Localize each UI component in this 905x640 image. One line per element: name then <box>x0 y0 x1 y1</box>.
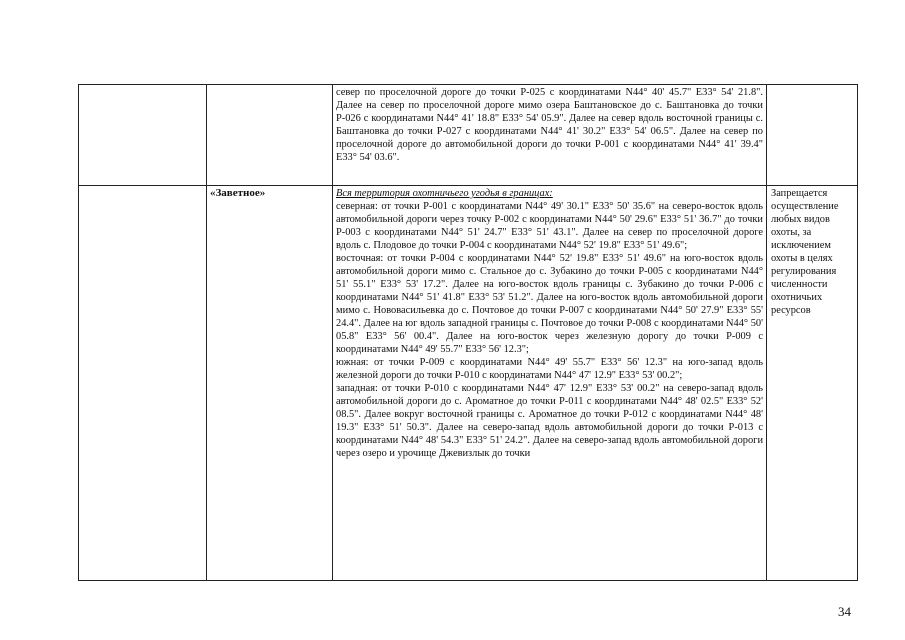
restriction-cell <box>767 186 858 581</box>
boundary-description-cell <box>333 85 767 186</box>
hunting-ground-name: «Заветное» <box>210 187 266 199</box>
boundary-description-cell <box>333 186 767 581</box>
table-cell <box>207 85 333 186</box>
boundary-block <box>333 186 766 460</box>
table-row <box>79 186 858 581</box>
boundary-text: север по проселочной дороге до точки Р-025 с координатами N44° 40' 45.7" E33° 54' 21.8". Далее на север по проселочной дороге мимо озера Баштановское до с. Баштановка до точки Р-026 с координатами N44° 41' 18.8" E33° 54' 05.9". Далее на север вдоль восточной границы с. Баштановка до точки Р-027 с координатами N44° 41' 30.2" E33° 54' 06.5". Далее на север по проселочной дороге до автомобильной дороги до точки Р-001 с координатами N44° 41' 39.4" E33° 54' 03.6". <box>336 87 763 163</box>
table-cell <box>79 85 207 186</box>
hunting-ground-name-cell <box>207 186 333 581</box>
hunting-grounds-table <box>78 84 858 581</box>
page-number: 34 <box>838 604 851 619</box>
boundary-text: северная: от точки Р-001 с координатами N44° 49' 30.1" E33° 50' 35.6" на северо-восток вдоль автомобильной дороги через точку Р-002 с координатами N44° 50' 29.6" E33° 51' 36.7" до точки Р-003 с координатами N44° 51' 24.7" E33° 51' 43.1". Далее на север по проселочной дороге вдоль с. Плодовое до точки Р-004 с координатами N44° 52' 19.8" E33° 51' 49.6"; восточная: от точки Р-004 с координатами N44° 52' 19.8" E33° 51' 49.6" на юго-восток вдоль автомобильной дороги мимо с. Стальное до с. Зубакино до точки Р-005 с координатами N44° 51' 55.1" E33° 53' 17.2". Далее на юго-восток вдоль границы с. Зубакино до точки Р-006 с координатами N44° 51' 41.8" E33° 53' 51.2". Далее на юго-восток вдоль автомобильной дороги мимо с. Нововасильевка до с. Почтовое до точки Р-007 с координатами N44° 50' 27.9" E33° 55' 24.4". Далее на юг вдоль западной границы с. Почтовое до точки Р-008 с координатами N44° 50' 05.8" E33° 56' 00.4". Далее на юго-восток через железную дорогу до точки Р-009 с координатами N44° 49' 55.7" E33° 56' 12.3"; южная: от точки Р-009 с координатами N44° 49' 55.7" E33° 56' 12.3" на юго-запад вдоль железной дороги до точки Р-010 с координатами N44° 47' 12.9" E33° 53' 00.2"; западная: от точки Р-010 с координатами N44° 47' 12.9" E33° 53' 00.2" на северо-запад вдоль автомобильной дороги до с. Ароматное до точки Р-011 с координатами N44° 48' 02.5" E33° 52' 08.5". Далее вокруг восточной границы с. Ароматное до точки Р-012 с координатами N44° 48' 19.3" E33° 51' 50.3". Далее на северо-запад вдоль автомобильной дороги до точки Р-013 с координатами N44° 48' 54.3" E33° 51' 24.2". Далее на северо-запад вдоль автомобильной дороги через озеро и урочище Джевизлык до точки <box>336 201 763 459</box>
table-cell <box>79 186 207 581</box>
restriction-text: Запрещается осуществление любых видов охоты, за исключением охоты в целях регулирования численности охотничьих ресурсов <box>771 188 839 316</box>
boundary-heading: Вся территория охотничьего угодья в границах: <box>336 188 553 199</box>
table-row <box>79 85 858 186</box>
table-cell <box>767 85 858 186</box>
